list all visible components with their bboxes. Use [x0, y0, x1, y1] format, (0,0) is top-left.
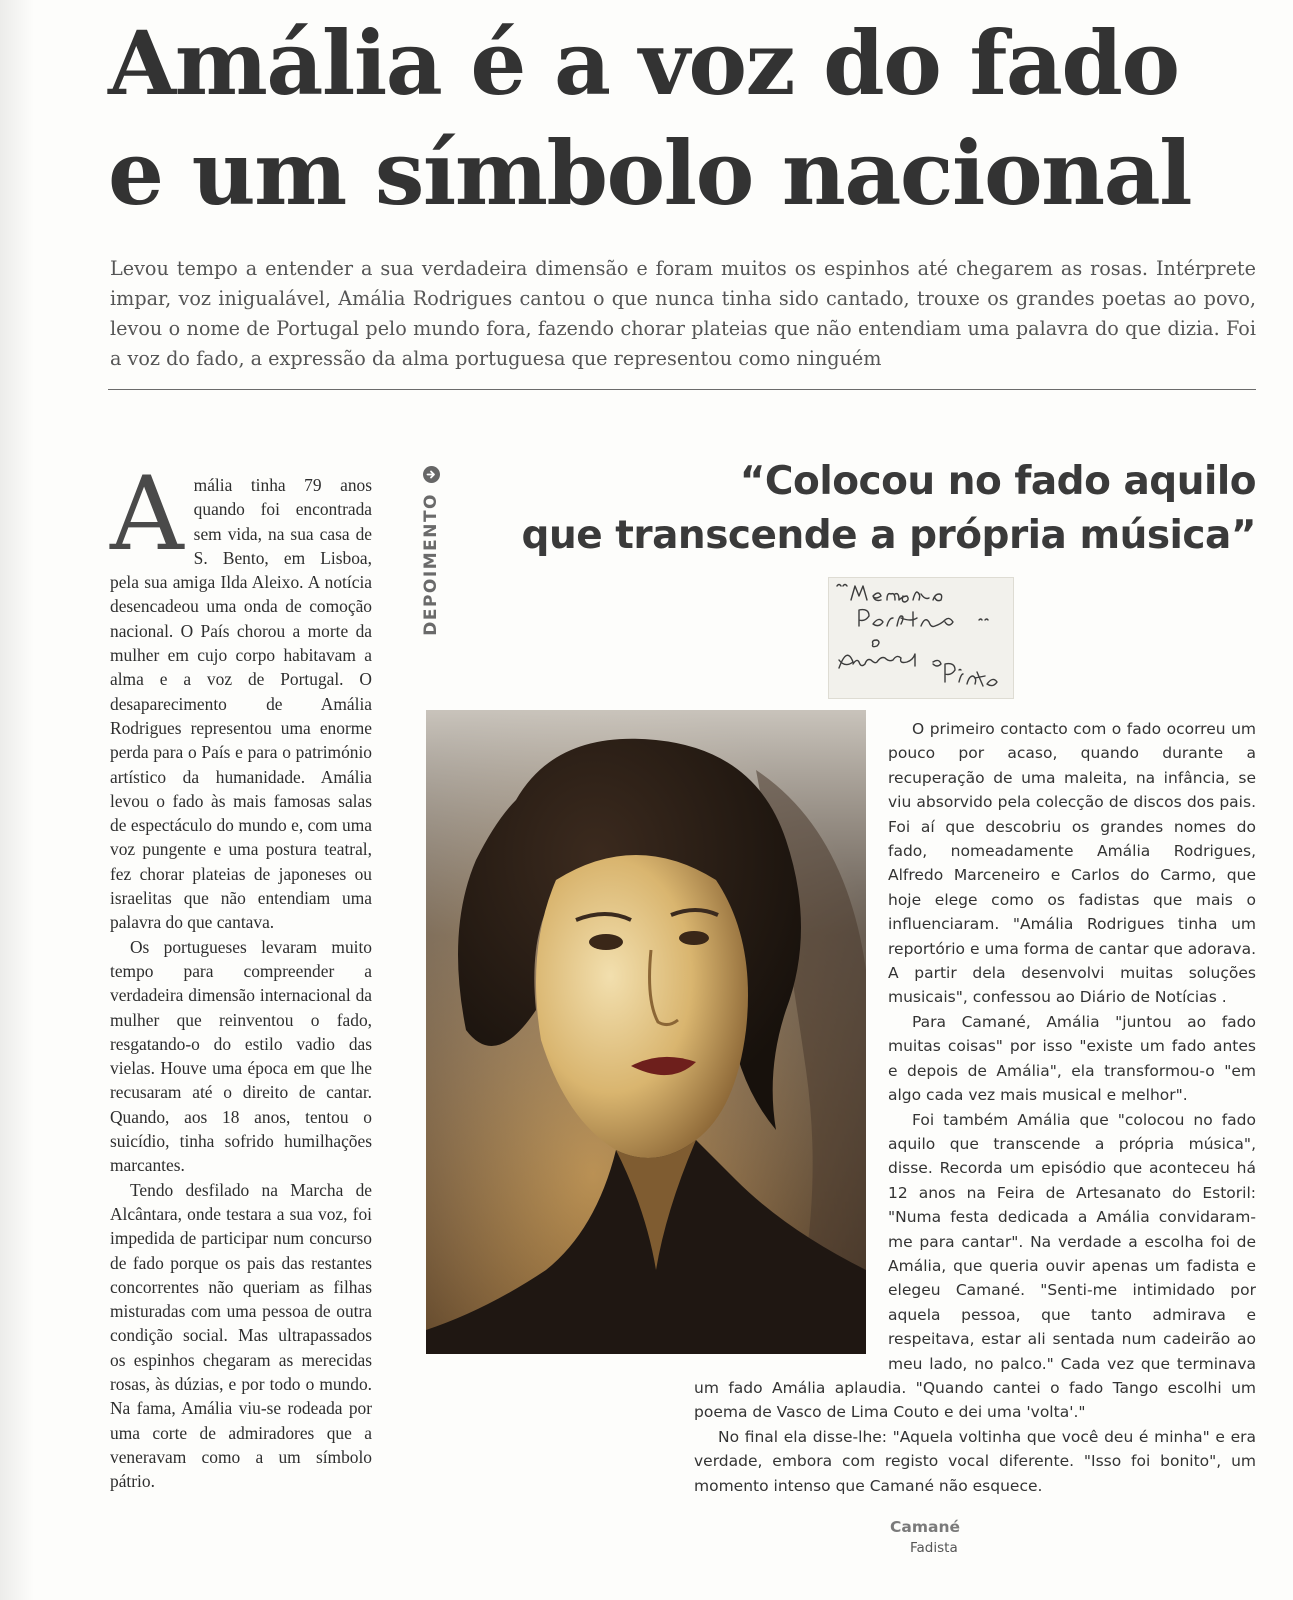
- testimonial-paragraph-4: No final ela disse-lhe: "Aquela voltinha que você deu é minha" e era verdade, embora com registo vocal diferente. "Isso foi bonito", um momento intenso que Camané não esquece.: [694, 1427, 1256, 1495]
- testimonial-paragraph-1: O primeiro contacto com o fado ocorreu um pouco por acaso, quando durante a recuperação de uma maleita, na infância, se viu absorvido pela colecção de discos dos pais. Foi aí que descobriu os grandes nomes do fado, nomeadamente Amália Rodrigues, Alfredo Marceneiro e Carlos do Carmo, que hoje elege como os fadistas que mais o influenciaram. "Amália Rodrigues tinha um reportório e uma forma de cantar que adorava. A partir dela desenvolvi muitas soluções musicais", confessou ao Diário de Notícias .: [888, 720, 1256, 1007]
- pull-quote-line-2: que transcende a própria música”: [521, 513, 1256, 558]
- main-article-column: [110, 455, 372, 1493]
- pull-quote: [460, 455, 1256, 563]
- article-paragraph-1: [110, 455, 372, 935]
- testimonial-column: [694, 717, 1256, 1498]
- page-edge-shadow: [0, 0, 34, 1600]
- photo-wrap-spacer: [694, 717, 888, 1373]
- drop-cap: A: [110, 455, 184, 574]
- depoimento-kicker: [414, 466, 448, 682]
- testimonial-paragraph-2: Para Camané, Amália "juntou ao fado muitas coisas" por isso "existe um fado antes e depois de Amália", ela transformou-o "em algo cada vez mais musical e melhor".: [888, 1012, 1256, 1105]
- headline-line-1: Amália é a voz do fado: [108, 11, 1179, 115]
- byline: [890, 1516, 960, 1558]
- kicker-label: DEPOIMENTO: [421, 493, 441, 636]
- article-paragraph-3: Tendo desfilado na Marcha de Alcântara, onde testara a sua voz, foi impedida de participar num concurso de fado porque os pais das restantes concorrentes não queriam as filhas misturadas com uma pessoa de outra condição social. Mas ultrapassados os espinhos chegaram as merecidas rosas, às dúzias, e por todo o mundo. Na fama, Amália viu-se rodeada por uma corte de admiradores que a veneravam como a um símbolo pátrio.: [110, 1179, 372, 1492]
- lead-paragraph: Levou tempo a entender a sua verdadeira dimensão e foram muitos os espinhos até chegarem as rosas. Intérprete impar, voz inigualável, Amália Rodrigues cantou o que nunca tinha sido cantado, trouxe os grandes poetas ao povo, levou o nome de Portugal pelo mundo fora, fazendo chorar plateias que não entendiam uma palavra do que dizia. Foi a voz do fado, a expressão da alma portuguesa que representou como ninguém: [110, 257, 1256, 370]
- article-paragraph-2: Os portugueses levaram muito tempo para compreender a verdadeira dimensão internacional da mulher que reinventou o fado, resgatando-o do estilo vadio das vielas. Houve uma época em que lhe recusaram até o direito de cantar. Quando, aos 18 anos, tentou o suicídio, tinha sofrido humilhações marcantes.: [110, 936, 372, 1176]
- headline-line-2: e um símbolo nacional: [108, 121, 1192, 225]
- arrow-circle-icon: [423, 466, 440, 483]
- article-paragraph-1-text: mália tinha 79 anos quando foi encontrada sem vida, na sua casa de S. Bento, em Lisboa, pela sua amiga Ilda Aleixo. A notícia desencadeou uma onda de comoção nacional. O País chorou a morte da mulher em cujo corpo habitavam a alma e a voz de Portugal. O desaparecimento de Amália Rodrigues representou uma enorme perda para o País e para o património artístico da humanidade. Amália levou o fado às mais famosas salas de espectáculo do mundo e, com uma voz pungente e uma postura teatral, fez chorar plateias de japoneses ou israelitas que não entendiam uma palavra do que cantava.: [110, 475, 372, 933]
- byline-role: Fadista: [910, 1540, 958, 1556]
- section-divider: [108, 389, 1256, 390]
- headline: [108, 8, 1258, 228]
- byline-name: Camané: [890, 1518, 960, 1536]
- pull-quote-line-1: “Colocou no fado aquilo: [739, 459, 1256, 504]
- handwritten-signature: [828, 577, 1014, 699]
- testimonial-paragraph-3: Foi também Amália que "colocou no fado aquilo que transcende a própria música", disse. Recorda um episódio que aconteceu há 12 anos na Feira de Artesanato do Estoril: "Numa festa dedicada a Amália convidaram-me para cantar". Na verdade a escolha foi de Amália, que queria ouvir apenas um fadista e elegeu Camané. "Senti-me intimidado por aquela pessoa, que tanto admirava e respeitava, estar ali sentada num cadeirão ao meu lado, no palco." Cada vez que terminava um fado Amália aplaudia. "Quando cantei o fado Tango escolhi um poema de Vasco de Lima Couto e dei uma 'volta'.": [694, 1110, 1256, 1422]
